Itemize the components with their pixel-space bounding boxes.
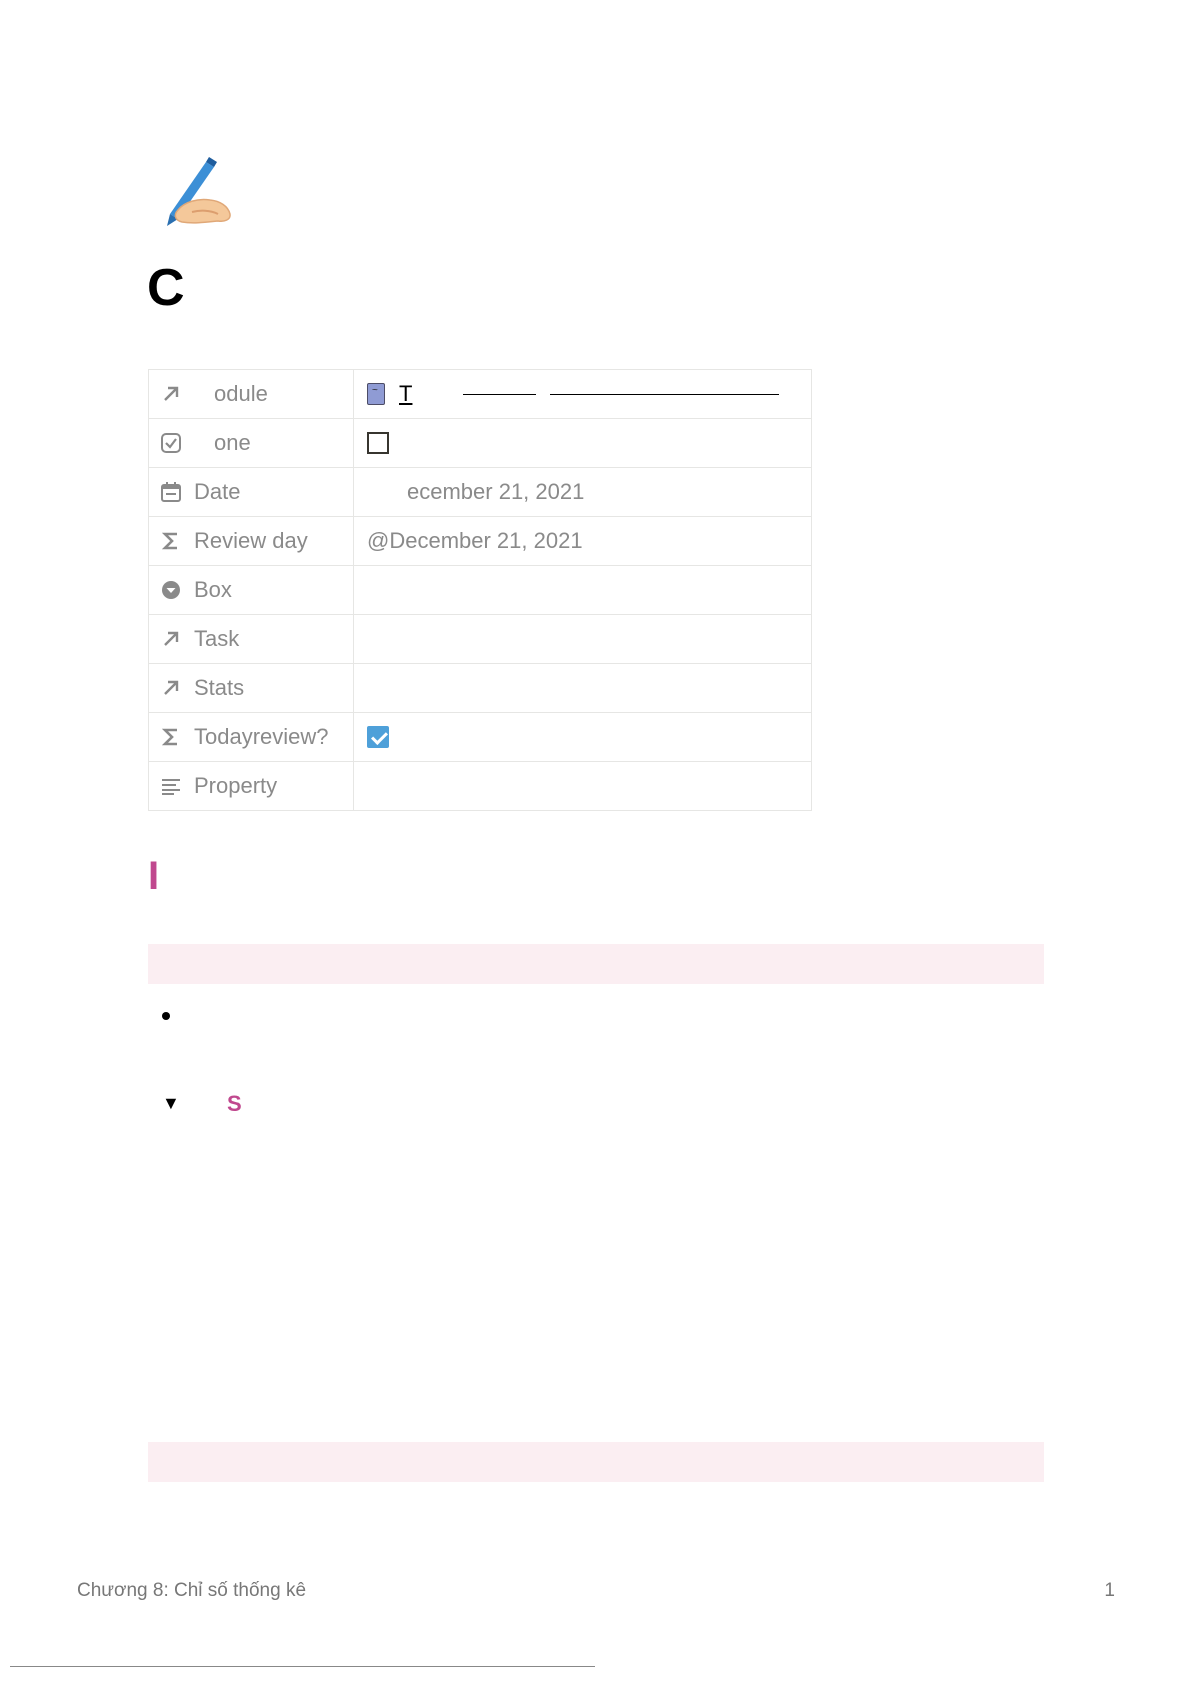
book-icon (367, 383, 385, 405)
property-value-one[interactable] (354, 419, 812, 468)
page-title: C (147, 259, 185, 317)
text-lines-icon (160, 775, 182, 797)
property-key-property[interactable] (149, 762, 354, 811)
property-key-one[interactable] (149, 419, 354, 468)
property-key-todayreview[interactable] (149, 713, 354, 762)
property-label: Property (194, 773, 278, 798)
property-value-task[interactable] (354, 615, 812, 664)
property-label: Box (194, 577, 232, 602)
property-value-property[interactable] (354, 762, 812, 811)
property-key-odule[interactable] (149, 370, 354, 419)
section-heading: I (148, 854, 160, 898)
select-chevron-icon (160, 579, 182, 601)
property-label: Stats (194, 675, 245, 700)
property-value-review-day[interactable] (354, 517, 812, 566)
property-row (149, 468, 812, 517)
relation-arrow-icon (160, 677, 182, 699)
property-value-odule[interactable] (354, 370, 812, 419)
relation-arrow-icon (160, 628, 182, 650)
property-label: Review day (194, 528, 308, 553)
page-number: 1 (1104, 1580, 1115, 1601)
toggle-triangle-icon[interactable]: ▼ (162, 1093, 180, 1113)
divider (10, 1666, 595, 1667)
formula-sigma-icon (160, 530, 182, 552)
callout-block (148, 1442, 1044, 1482)
property-value-stats[interactable] (354, 664, 812, 713)
property-value-box[interactable] (354, 566, 812, 615)
calendar-icon (160, 481, 182, 503)
property-row (149, 762, 812, 811)
done-checkbox[interactable] (367, 432, 389, 454)
toggle-label[interactable]: S (227, 1091, 242, 1116)
bullet-point (162, 1012, 170, 1020)
property-row (149, 615, 812, 664)
date-value: ecember 21, 2021 (407, 479, 585, 504)
property-label: Task (194, 626, 240, 651)
callout-block (148, 944, 1044, 984)
properties-table (148, 369, 812, 811)
writing-hand-icon (148, 152, 238, 242)
property-label: Todayreview? (194, 724, 329, 749)
property-key-box[interactable] (149, 566, 354, 615)
relation-link-underline (550, 394, 779, 395)
formula-sigma-icon (160, 726, 182, 748)
property-value-todayreview[interactable] (354, 713, 812, 762)
property-value-date[interactable] (354, 468, 812, 517)
property-row (149, 517, 812, 566)
todayreview-checkbox[interactable] (367, 726, 389, 748)
property-row (149, 664, 812, 713)
property-key-review-day[interactable] (149, 517, 354, 566)
relation-link-underline (463, 394, 536, 395)
footer-chapter: Chương 8: Chỉ số thống kê (77, 1580, 307, 1601)
property-row (149, 370, 812, 419)
property-label: Date (194, 479, 241, 504)
checkbox-property-icon (160, 432, 182, 454)
property-row (149, 566, 812, 615)
formula-value: @December 21, 2021 (367, 528, 583, 553)
property-key-task[interactable] (149, 615, 354, 664)
property-key-stats[interactable] (149, 664, 354, 713)
property-label: one (214, 430, 251, 455)
property-row (149, 713, 812, 762)
relation-arrow-icon (160, 383, 182, 405)
relation-link[interactable]: T (399, 381, 413, 406)
property-key-date[interactable] (149, 468, 354, 517)
property-label: odule (214, 381, 268, 406)
property-row (149, 419, 812, 468)
